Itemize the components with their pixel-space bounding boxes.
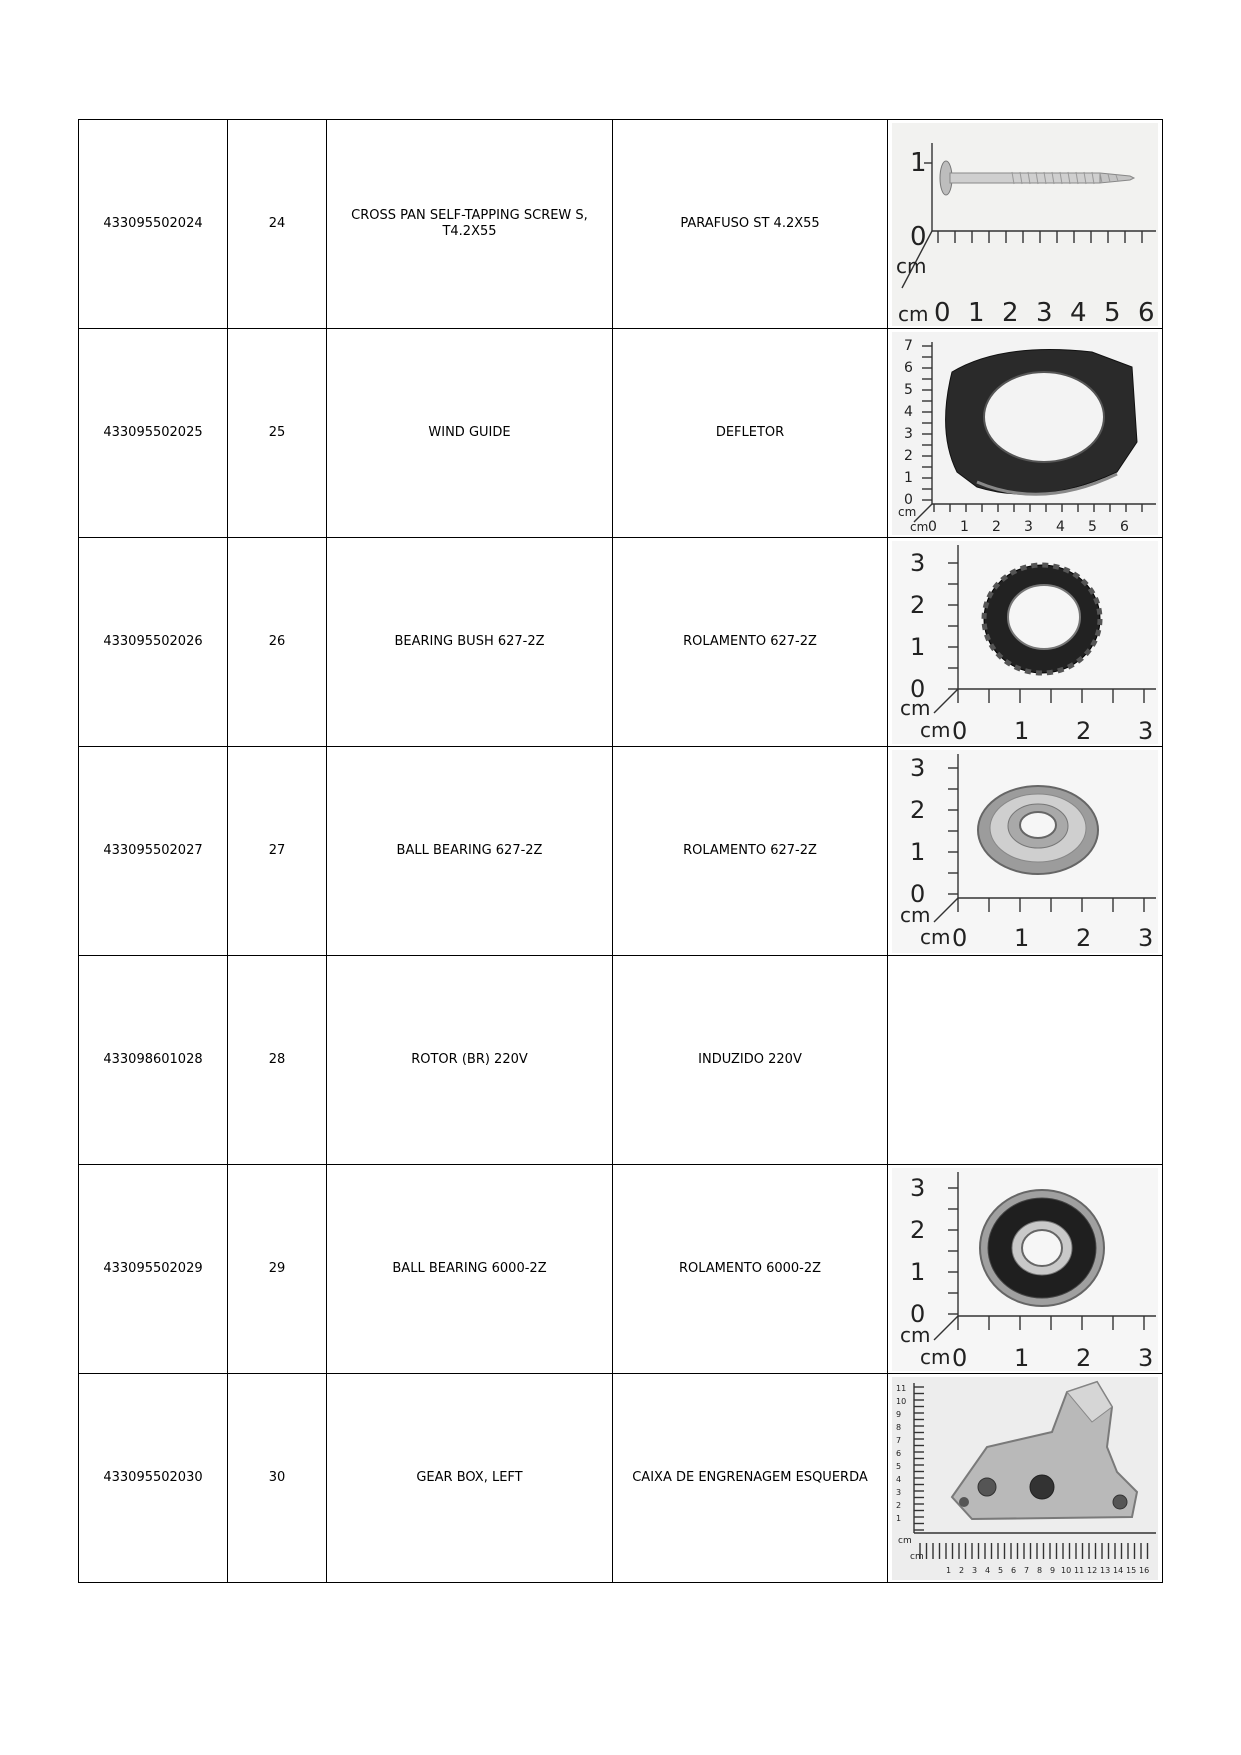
scale-y-label: 0 xyxy=(910,879,926,908)
scale-y-label: 3 xyxy=(910,1173,926,1202)
scale-unit-label: cm xyxy=(920,1344,951,1369)
scale-y-label: 8 xyxy=(896,1422,902,1432)
scale-x-label: 16 xyxy=(1139,1565,1150,1575)
bearing-bush-photo xyxy=(892,541,1158,744)
scale-x-label: 9 xyxy=(1050,1565,1056,1575)
description-portuguese: ROLAMENTO 627-2Z xyxy=(613,538,888,747)
scale-y-label: 2 xyxy=(910,590,926,619)
table-row xyxy=(79,538,1163,747)
table-row xyxy=(79,1165,1163,1374)
scale-x-label: 1 xyxy=(1014,716,1030,744)
scale-x-label: 5 xyxy=(998,1565,1004,1575)
scale-y-label: 4 xyxy=(896,1474,902,1484)
parts-table-body xyxy=(79,120,1163,1583)
scale-y-label: 7 xyxy=(896,1435,902,1445)
scale-x-label: 0 xyxy=(934,297,951,326)
description-portuguese: ROLAMENTO 6000-2Z xyxy=(613,1165,888,1374)
scale-y-label: 1 xyxy=(910,147,927,178)
scale-x-label: 3 xyxy=(1138,716,1154,744)
scale-unit-label: cm xyxy=(910,1551,924,1562)
scale-y-label: 6 xyxy=(896,1448,902,1458)
table-row xyxy=(79,747,1163,956)
scale-x-label: 3 xyxy=(1138,1343,1154,1371)
scale-y-label: 0 xyxy=(910,221,927,252)
table-row xyxy=(79,956,1163,1165)
description-portuguese: ROLAMENTO 627-2Z xyxy=(613,747,888,956)
part-code: 433095502030 xyxy=(79,1374,228,1583)
sealed-bearing-shape xyxy=(980,1190,1104,1306)
part-code: 433095502029 xyxy=(79,1165,228,1374)
scale-x-label: 11 xyxy=(1074,1565,1085,1575)
description-portuguese: DEFLETOR xyxy=(613,329,888,538)
scale-x-label: 4 xyxy=(1070,297,1087,326)
scale-x-label: 0 xyxy=(928,518,937,535)
scale-x-label: 1 xyxy=(946,1565,952,1575)
scale-x-label: 2 xyxy=(992,518,1001,535)
scale-x-label: 3 xyxy=(972,1565,978,1575)
wind-guide-shape xyxy=(946,349,1137,494)
scale-x-label: 2 xyxy=(959,1565,965,1575)
bearing-bush-shape xyxy=(984,565,1100,673)
description-english: CROSS PAN SELF-TAPPING SCREW S, T4.2X55 xyxy=(327,120,613,329)
scale-y-label: 4 xyxy=(904,403,913,420)
position-number: 30 xyxy=(228,1374,327,1583)
description-english: ROTOR (BR) 220V xyxy=(327,956,613,1165)
scale-x-label: 2 xyxy=(1076,923,1092,952)
scale-x-label: 1 xyxy=(960,518,969,535)
description-english: BEARING BUSH 627-2Z xyxy=(327,538,613,747)
scale-x-label: 0 xyxy=(952,923,968,952)
scale-x-label: 1 xyxy=(1014,1343,1030,1371)
table-row xyxy=(79,329,1163,538)
table-row xyxy=(79,120,1163,329)
scale-y-label: 2 xyxy=(904,447,913,464)
scale-x-label: 8 xyxy=(1037,1565,1043,1575)
scale-y-label: 1 xyxy=(896,1513,902,1523)
position-number: 27 xyxy=(228,747,327,956)
scale-unit-label: cm xyxy=(920,924,951,949)
scale-y-label: 1 xyxy=(910,632,926,661)
scale-x-label: 6 xyxy=(1011,1565,1017,1575)
description-portuguese: PARAFUSO ST 4.2X55 xyxy=(613,120,888,329)
description-english: GEAR BOX, LEFT xyxy=(327,1374,613,1583)
description-portuguese: INDUZIDO 220V xyxy=(613,956,888,1165)
sealed-bearing-photo xyxy=(892,1168,1158,1371)
gear-box-photo xyxy=(892,1377,1158,1580)
part-code: 433095502024 xyxy=(79,120,228,329)
scale-unit-label: cm xyxy=(898,1535,912,1546)
scale-x-label: 1 xyxy=(1014,923,1030,952)
scale-x-label: 3 xyxy=(1036,297,1053,326)
scale-unit-label: cm xyxy=(900,695,931,720)
wind-guide-photo xyxy=(892,332,1158,535)
part-photo-cell xyxy=(888,120,1163,329)
scale-y-label: 0 xyxy=(910,1299,926,1328)
part-code: 433095502025 xyxy=(79,329,228,538)
part-code: 433095502026 xyxy=(79,538,228,747)
position-number: 29 xyxy=(228,1165,327,1374)
part-code: 433098601028 xyxy=(79,956,228,1165)
scale-y-label: 2 xyxy=(910,795,926,824)
scale-x-label: 6 xyxy=(1138,297,1155,326)
scale-y-label: 5 xyxy=(904,381,913,398)
scale-x-label: 13 xyxy=(1100,1565,1111,1575)
screw-photo xyxy=(892,123,1158,326)
scale-y-label: 1 xyxy=(910,1257,926,1286)
scale-y-label: 2 xyxy=(896,1500,902,1510)
scale-x-label: 10 xyxy=(1061,1565,1072,1575)
scale-x-label: 14 xyxy=(1113,1565,1124,1575)
scale-x-label: 2 xyxy=(1076,716,1092,744)
scale-unit-label: cm xyxy=(898,504,917,519)
scale-x-label: 3 xyxy=(1024,518,1033,535)
ball-bearing-shape xyxy=(978,786,1098,874)
scale-unit-label: cm xyxy=(898,301,929,326)
table-row xyxy=(79,1374,1163,1583)
part-photo-cell xyxy=(888,747,1163,956)
scale-x-label: 15 xyxy=(1126,1565,1137,1575)
description-english: BALL BEARING 6000-2Z xyxy=(327,1165,613,1374)
scale-y-label: 1 xyxy=(910,837,926,866)
position-number: 24 xyxy=(228,120,327,329)
scale-unit-label: cm xyxy=(896,253,927,278)
scale-x-label: 6 xyxy=(1120,518,1129,535)
scale-y-label: 10 xyxy=(896,1396,907,1406)
scale-y-label: 11 xyxy=(896,1383,907,1393)
scale-y-label: 3 xyxy=(904,425,913,442)
scale-y-label: 0 xyxy=(904,491,913,508)
scale-x-label: 0 xyxy=(952,716,968,744)
position-number: 25 xyxy=(228,329,327,538)
ball-bearing-photo xyxy=(892,750,1158,953)
position-number: 26 xyxy=(228,538,327,747)
scale-x-label: 7 xyxy=(1024,1565,1030,1575)
scale-y-label: 6 xyxy=(904,359,913,376)
scale-unit-label: cm xyxy=(900,902,931,927)
part-photo-cell xyxy=(888,1374,1163,1583)
scale-x-label: 4 xyxy=(1056,518,1065,535)
part-photo-cell-empty xyxy=(888,956,1163,1165)
part-code: 433095502027 xyxy=(79,747,228,956)
scale-y-label: 9 xyxy=(896,1409,902,1419)
part-photo-cell xyxy=(888,1165,1163,1374)
scale-x-label: 2 xyxy=(1002,297,1019,326)
position-number: 28 xyxy=(228,956,327,1165)
scale-y-label: 1 xyxy=(904,469,913,486)
part-photo-cell xyxy=(888,329,1163,538)
description-portuguese: CAIXA DE ENGRENAGEM ESQUERDA xyxy=(613,1374,888,1583)
scale-x-label: 12 xyxy=(1087,1565,1098,1575)
description-english: BALL BEARING 627-2Z xyxy=(327,747,613,956)
scale-y-label: 3 xyxy=(910,548,926,577)
scale-unit-label: cm xyxy=(910,519,929,534)
scale-y-label: 2 xyxy=(910,1215,926,1244)
scale-x-label: 1 xyxy=(968,297,985,326)
scale-unit-label: cm xyxy=(920,717,951,742)
scale-y-label: 0 xyxy=(910,674,926,703)
scale-x-label: 5 xyxy=(1088,518,1097,535)
description-english: WIND GUIDE xyxy=(327,329,613,538)
scale-y-label: 3 xyxy=(910,753,926,782)
scale-x-label: 3 xyxy=(1138,923,1154,952)
scale-y-label: 7 xyxy=(904,337,913,354)
scale-y-label: 3 xyxy=(896,1487,902,1497)
scale-x-label: 4 xyxy=(985,1565,991,1575)
scale-unit-label: cm xyxy=(900,1322,931,1347)
scale-y-label: 5 xyxy=(896,1461,902,1471)
scale-x-label: 5 xyxy=(1104,297,1121,326)
part-photo-cell xyxy=(888,538,1163,747)
scale-x-label: 2 xyxy=(1076,1343,1092,1371)
parts-table xyxy=(78,119,1163,1583)
scale-x-label: 0 xyxy=(952,1343,968,1371)
